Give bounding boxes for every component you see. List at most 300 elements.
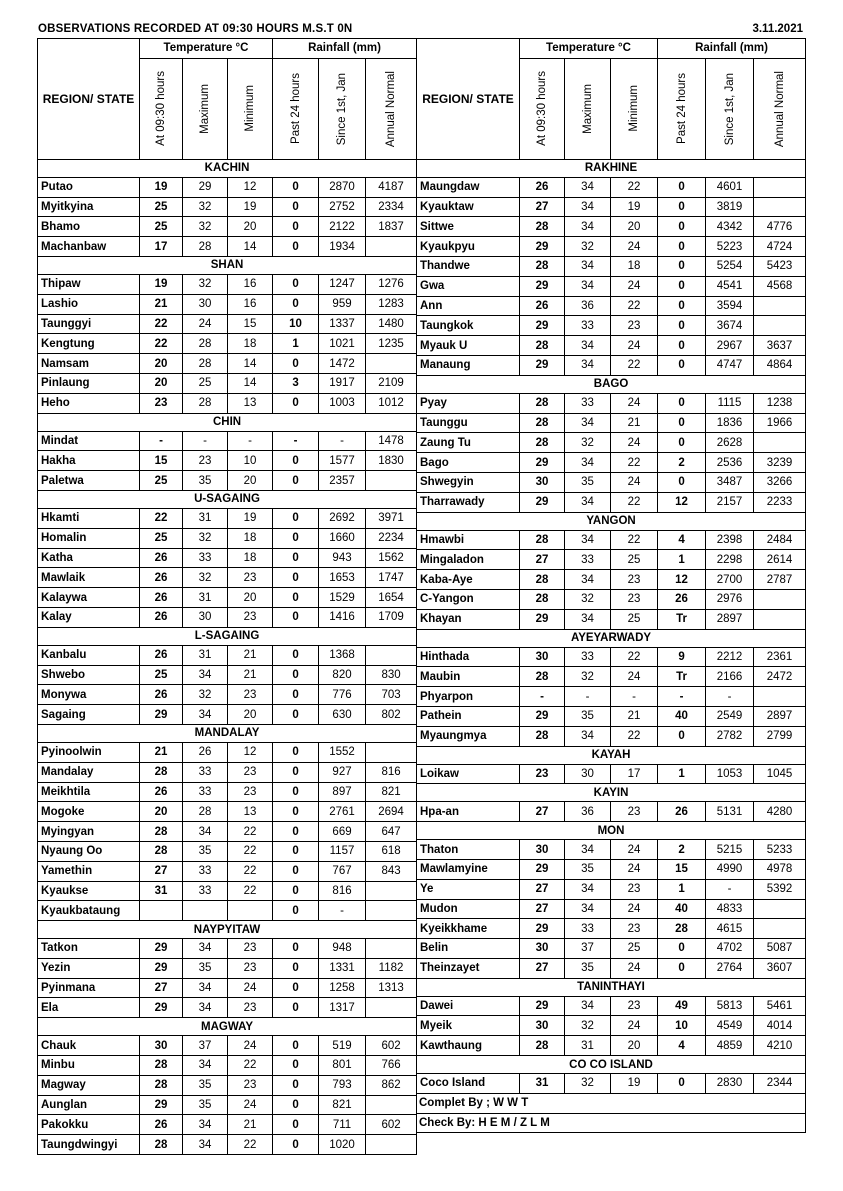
temp-minimum: 19 [611, 197, 658, 217]
rain-past-24h: 26 [658, 589, 706, 609]
temp-minimum: 24 [611, 840, 658, 860]
temp-maximum: 34 [565, 256, 611, 276]
rain-annual-normal: 5233 [754, 840, 806, 860]
region-group-label: RAKHINE [417, 159, 806, 177]
temp-at-0930: 28 [140, 822, 183, 842]
region-group-label: MANDALAY [38, 724, 417, 742]
temp-minimum: 24 [611, 958, 658, 978]
temp-maximum: 34 [565, 413, 611, 433]
region-group-label: KAYIN [417, 784, 806, 802]
temp-at-0930: 29 [520, 276, 565, 296]
station-name: Minbu [38, 1056, 140, 1076]
temp-at-0930: 28 [520, 667, 565, 687]
temp-maximum: 33 [565, 919, 611, 939]
temp-at-0930: 28 [520, 256, 565, 276]
temp-at-0930: 26 [140, 568, 183, 588]
temp-at-0930: 22 [140, 334, 183, 354]
rain-past-24h: 0 [273, 217, 319, 237]
rain-since-jan: 821 [319, 1095, 366, 1115]
rain-since-jan: 816 [319, 881, 366, 901]
station-row [38, 1056, 417, 1076]
station-row [417, 996, 806, 1016]
temp-minimum: 23 [228, 1075, 273, 1095]
rain-since-jan: 1836 [706, 413, 754, 433]
rain-since-jan: 3819 [706, 197, 754, 217]
rain-since-jan: 2870 [319, 177, 366, 197]
station-row [417, 530, 806, 550]
region-group-label: AYEYARWADY [417, 629, 806, 647]
temp-at-0930: 22 [140, 508, 183, 528]
station-name: Thaton [417, 840, 520, 860]
station-row [38, 528, 417, 548]
rain-annual-normal: 4187 [366, 177, 417, 197]
station-name: Kawthaung [417, 1036, 520, 1056]
temp-maximum: 34 [183, 978, 228, 998]
temp-maximum: 31 [565, 1036, 611, 1056]
temp-minimum: 19 [228, 508, 273, 528]
rain-annual-normal [754, 687, 806, 707]
rain-past-24h: 0 [658, 177, 706, 197]
temp-at-0930: 26 [520, 177, 565, 197]
rain-annual-normal: 4864 [754, 355, 806, 375]
temp-maximum: 32 [183, 568, 228, 588]
temp-at-0930: 20 [140, 802, 183, 822]
rain-past-24h: 1 [658, 550, 706, 570]
rain-since-jan: 2700 [706, 570, 754, 590]
temp-at-0930: 28 [140, 841, 183, 861]
station-name: Thipaw [38, 274, 140, 294]
rain-past-24h: 12 [658, 492, 706, 512]
rain-since-jan: - [706, 879, 754, 899]
region-group-label: SHAN [38, 256, 417, 274]
temp-maximum: 35 [183, 1095, 228, 1115]
rain-past-24h: 28 [658, 919, 706, 939]
temp-at-0930: 27 [140, 978, 183, 998]
rain-past-24h: 15 [658, 859, 706, 879]
rain-past-24h: 0 [658, 197, 706, 217]
left-table-body [38, 159, 417, 1154]
temp-minimum: 23 [611, 316, 658, 336]
temp-at-0930: 31 [140, 881, 183, 901]
temp-maximum: 31 [183, 645, 228, 665]
rain-past-24h: 0 [273, 1115, 319, 1135]
temp-maximum: 36 [565, 296, 611, 316]
rain-since-jan: 3674 [706, 316, 754, 336]
rain-past-24h: 4 [658, 1036, 706, 1056]
rain-past-24h: 49 [658, 996, 706, 1016]
footer-check: Check By: H E M / Z L M [417, 1113, 806, 1133]
temp-minimum: 16 [228, 294, 273, 314]
temp-maximum: 31 [183, 588, 228, 608]
station-row [417, 413, 806, 433]
region-group-row [38, 921, 417, 939]
station-row [38, 645, 417, 665]
rain-annual-normal: 862 [366, 1075, 417, 1095]
rain-past-24h: 0 [273, 802, 319, 822]
station-name: Kyaukbataung [38, 901, 140, 921]
rain-annual-normal: 1837 [366, 217, 417, 237]
rain-since-jan: 1317 [319, 998, 366, 1018]
temp-maximum: 37 [183, 1036, 228, 1056]
rain-since-jan: - [319, 901, 366, 921]
rain-since-jan: 4615 [706, 919, 754, 939]
temp-minimum: 20 [228, 471, 273, 491]
rain-since-jan: 2692 [319, 508, 366, 528]
rain-since-jan: 5813 [706, 996, 754, 1016]
temp-at-0930: 30 [520, 472, 565, 492]
rain-annual-normal: 2233 [754, 492, 806, 512]
rain-past-24h: 0 [273, 508, 319, 528]
temp-at-0930: 28 [520, 530, 565, 550]
station-name: Aunglan [38, 1095, 140, 1115]
rain-annual-normal: 4776 [754, 217, 806, 237]
rain-annual-normal [754, 919, 806, 939]
temp-maximum: 33 [565, 550, 611, 570]
temp-maximum: 33 [183, 548, 228, 568]
rain-annual-normal [754, 609, 806, 629]
temp-minimum: 13 [228, 393, 273, 413]
station-name: Phyarpon [417, 687, 520, 707]
rain-annual-normal [754, 589, 806, 609]
station-row [38, 568, 417, 588]
temp-at-0930: 28 [520, 1036, 565, 1056]
rain-annual-normal [366, 237, 417, 257]
temp-maximum: 35 [183, 1075, 228, 1095]
temp-maximum: 35 [565, 958, 611, 978]
rain-since-jan: 5223 [706, 237, 754, 257]
station-row [417, 958, 806, 978]
station-row [38, 354, 417, 374]
temp-maximum: 34 [565, 879, 611, 899]
rain-since-jan: 820 [319, 665, 366, 685]
rain-since-jan: 2761 [319, 802, 366, 822]
temp-maximum: 33 [183, 782, 228, 802]
rain-since-jan: 4601 [706, 177, 754, 197]
rain-since-jan: - [319, 431, 366, 451]
left-observations-table [37, 38, 417, 1155]
rain-annual-normal: 2694 [366, 802, 417, 822]
station-row [417, 1036, 806, 1056]
temp-maximum: 32 [565, 589, 611, 609]
region-group-label: TANINTHAYI [417, 978, 806, 996]
rain-past-24h: 0 [273, 1036, 319, 1056]
station-name: Pyinmana [38, 978, 140, 998]
station-row [417, 726, 806, 746]
temp-minimum: 21 [228, 665, 273, 685]
temp-minimum: 23 [611, 919, 658, 939]
rain-past-24h: 0 [273, 528, 319, 548]
station-name: Heho [38, 393, 140, 413]
region-group-row [417, 822, 806, 840]
station-name: Hmawbi [417, 530, 520, 550]
station-row [417, 276, 806, 296]
rain-past-24h: 0 [273, 237, 319, 257]
rain-past-24h: 0 [273, 822, 319, 842]
rain-since-jan: 669 [319, 822, 366, 842]
temp-minimum: 24 [611, 433, 658, 453]
rain-annual-normal: 3637 [754, 336, 806, 356]
rain-annual-normal: 1747 [366, 568, 417, 588]
temp-minimum: 14 [228, 373, 273, 393]
minimum-header: Minimum [244, 85, 256, 133]
region-group-label: CHIN [38, 413, 417, 431]
station-name: Sagaing [38, 705, 140, 725]
rain-past-24h: 0 [273, 393, 319, 413]
station-row [38, 1075, 417, 1095]
region-group-label: L-SAGAING [38, 627, 417, 645]
temp-at-0930: 29 [520, 237, 565, 257]
temp-minimum: 18 [611, 256, 658, 276]
rain-since-jan: 2212 [706, 647, 754, 667]
rain-annual-normal: 766 [366, 1056, 417, 1076]
temp-minimum: 24 [611, 899, 658, 919]
rain-since-jan: 3594 [706, 296, 754, 316]
temp-at-0930: 27 [520, 899, 565, 919]
station-row [417, 550, 806, 570]
temp-minimum: 24 [611, 336, 658, 356]
rain-annual-normal: 2897 [754, 706, 806, 726]
temp-at-0930: 29 [520, 453, 565, 473]
rain-annual-normal: 1012 [366, 393, 417, 413]
temp-minimum: 19 [228, 197, 273, 217]
station-row [417, 879, 806, 899]
station-row [417, 355, 806, 375]
rain-past-24h: 0 [273, 451, 319, 471]
rain-annual-normal: 2344 [754, 1074, 806, 1094]
temp-minimum: 20 [611, 217, 658, 237]
temp-at-0930: 30 [520, 1016, 565, 1036]
temp-at-0930: 26 [140, 645, 183, 665]
station-row [417, 706, 806, 726]
rain-since-jan: 2398 [706, 530, 754, 550]
rain-past-24h: 0 [658, 413, 706, 433]
temp-minimum: 18 [228, 528, 273, 548]
temp-maximum: 32 [183, 528, 228, 548]
station-row [38, 998, 417, 1018]
temp-at-0930: 27 [520, 197, 565, 217]
rain-annual-normal: 1654 [366, 588, 417, 608]
station-name: Hkamti [38, 508, 140, 528]
temp-maximum: 33 [183, 881, 228, 901]
station-row [417, 859, 806, 879]
station-name: Nyaung Oo [38, 841, 140, 861]
station-name: Myitkyina [38, 197, 140, 217]
station-row [417, 256, 806, 276]
temp-minimum: 14 [228, 237, 273, 257]
temp-at-0930: 29 [140, 1095, 183, 1115]
rain-past-24h: 40 [658, 706, 706, 726]
rain-past-24h: 0 [273, 197, 319, 217]
region-group-row [417, 746, 806, 764]
rain-since-jan: 2122 [319, 217, 366, 237]
station-row [38, 762, 417, 782]
station-name: Pakokku [38, 1115, 140, 1135]
station-row [38, 607, 417, 627]
station-row [38, 841, 417, 861]
rain-annual-normal [366, 1095, 417, 1115]
rain-annual-normal: 1830 [366, 451, 417, 471]
temp-minimum: 24 [228, 1036, 273, 1056]
temp-minimum: 22 [611, 726, 658, 746]
rain-past-24h: 0 [273, 841, 319, 861]
station-name: Shwegyin [417, 472, 520, 492]
temp-minimum: 23 [611, 570, 658, 590]
station-name: Putao [38, 177, 140, 197]
station-name: Katha [38, 548, 140, 568]
temp-maximum: 32 [565, 237, 611, 257]
temp-maximum: 34 [565, 996, 611, 1016]
station-row [417, 296, 806, 316]
station-name: Kyaukpyu [417, 237, 520, 257]
station-name: Mingaladon [417, 550, 520, 570]
rain-annual-normal: 1562 [366, 548, 417, 568]
rain-past-24h: 0 [273, 958, 319, 978]
temp-maximum: 28 [183, 354, 228, 374]
station-name: Kyaukse [38, 881, 140, 901]
rain-past-24h: 0 [273, 762, 319, 782]
temp-at-0930: 21 [140, 742, 183, 762]
temp-maximum: 34 [565, 530, 611, 550]
temp-at-0930: 28 [140, 1056, 183, 1076]
temp-at-0930: 28 [520, 393, 565, 413]
temp-at-0930: 25 [140, 665, 183, 685]
station-name: Sittwe [417, 217, 520, 237]
temp-minimum: 21 [228, 645, 273, 665]
rain-annual-normal: 4978 [754, 859, 806, 879]
station-name: Kengtung [38, 334, 140, 354]
rain-since-jan: 2166 [706, 667, 754, 687]
rain-annual-normal [754, 316, 806, 336]
rain-since-jan: 1660 [319, 528, 366, 548]
rain-annual-normal: 4568 [754, 276, 806, 296]
rain-since-jan: 1529 [319, 588, 366, 608]
rain-annual-normal: 618 [366, 841, 417, 861]
temp-at-0930: 28 [140, 1075, 183, 1095]
station-row [417, 802, 806, 822]
station-row [38, 1115, 417, 1135]
temp-at-0930: 28 [520, 589, 565, 609]
station-row [38, 861, 417, 881]
temp-maximum: 32 [565, 1074, 611, 1094]
rain-since-jan: 1003 [319, 393, 366, 413]
rain-annual-normal [366, 901, 417, 921]
region-group-row [38, 627, 417, 645]
rain-past-24h: 0 [273, 548, 319, 568]
temp-maximum: 30 [565, 764, 611, 784]
rain-past-24h: 0 [273, 294, 319, 314]
temp-minimum: 24 [611, 393, 658, 413]
station-name: Zaung Tu [417, 433, 520, 453]
temp-maximum: 34 [183, 1135, 228, 1155]
temp-minimum: 22 [611, 453, 658, 473]
temp-maximum: 34 [565, 726, 611, 746]
maximum-header: Maximum [199, 83, 211, 134]
temp-maximum: 35 [183, 471, 228, 491]
temp-maximum: 34 [565, 336, 611, 356]
rain-past-24h: 0 [273, 705, 319, 725]
temp-at-0930: 26 [140, 685, 183, 705]
rain-annual-normal: 3607 [754, 958, 806, 978]
rain-annual-normal: 2472 [754, 667, 806, 687]
rain-since-jan: 1653 [319, 568, 366, 588]
rain-annual-normal [366, 881, 417, 901]
rain-since-jan: 927 [319, 762, 366, 782]
temp-at-0930: 29 [140, 705, 183, 725]
temp-maximum: 34 [183, 998, 228, 1018]
temp-maximum: 37 [565, 939, 611, 959]
temp-at-0930: 15 [140, 451, 183, 471]
temp-minimum: - [228, 431, 273, 451]
temp-at-0930: - [140, 431, 183, 451]
station-name: Maungdaw [417, 177, 520, 197]
rain-since-jan: 1934 [319, 237, 366, 257]
rain-annual-normal: 2614 [754, 550, 806, 570]
station-name: Mindat [38, 431, 140, 451]
temp-maximum: - [565, 687, 611, 707]
station-name: Thandwe [417, 256, 520, 276]
rainfall-header: Rainfall (mm) [658, 39, 806, 59]
temp-minimum: 15 [228, 314, 273, 334]
station-row [417, 1016, 806, 1036]
station-row [417, 433, 806, 453]
station-name: Taungkok [417, 316, 520, 336]
temp-minimum: 23 [228, 782, 273, 802]
temp-maximum: 35 [565, 859, 611, 879]
temp-maximum: 32 [183, 274, 228, 294]
rain-annual-normal: 1313 [366, 978, 417, 998]
region-group-label: MAGWAY [38, 1018, 417, 1036]
temp-at-0930: 29 [520, 355, 565, 375]
rain-since-jan: 2967 [706, 336, 754, 356]
station-name: Theinzayet [417, 958, 520, 978]
temp-minimum: 12 [228, 177, 273, 197]
rain-since-jan: 4549 [706, 1016, 754, 1036]
rain-past-24h: 0 [273, 881, 319, 901]
station-name: Yamethin [38, 861, 140, 881]
temp-at-0930: 28 [520, 217, 565, 237]
rain-since-jan: 1552 [319, 742, 366, 762]
since-jan-header: Since 1st, Jan [336, 72, 349, 145]
station-row [417, 764, 806, 784]
rain-since-jan: 5131 [706, 802, 754, 822]
footer-row [417, 1093, 806, 1113]
rain-annual-normal [754, 899, 806, 919]
temperature-header: Temperature °C [140, 39, 273, 59]
rain-past-24h: 2 [658, 453, 706, 473]
rain-annual-normal: 2334 [366, 197, 417, 217]
temp-at-0930: 20 [140, 354, 183, 374]
temp-minimum: 13 [228, 802, 273, 822]
station-row [38, 314, 417, 334]
temp-at-0930: 26 [140, 1115, 183, 1135]
rain-since-jan: 1331 [319, 958, 366, 978]
rain-past-24h: 1 [273, 334, 319, 354]
rain-past-24h: 0 [273, 685, 319, 705]
region-group-label: KAYAH [417, 746, 806, 764]
temp-minimum: 20 [228, 217, 273, 237]
temp-at-0930: 26 [520, 296, 565, 316]
temp-maximum: 33 [183, 861, 228, 881]
rain-past-24h: 0 [658, 237, 706, 257]
temp-minimum: 24 [228, 978, 273, 998]
station-name: Hinthada [417, 647, 520, 667]
rain-since-jan: 1020 [319, 1135, 366, 1155]
rain-annual-normal: 802 [366, 705, 417, 725]
station-name: Monywa [38, 685, 140, 705]
rain-past-24h: 10 [658, 1016, 706, 1036]
station-row [417, 237, 806, 257]
temp-at-0930: 30 [140, 1036, 183, 1056]
